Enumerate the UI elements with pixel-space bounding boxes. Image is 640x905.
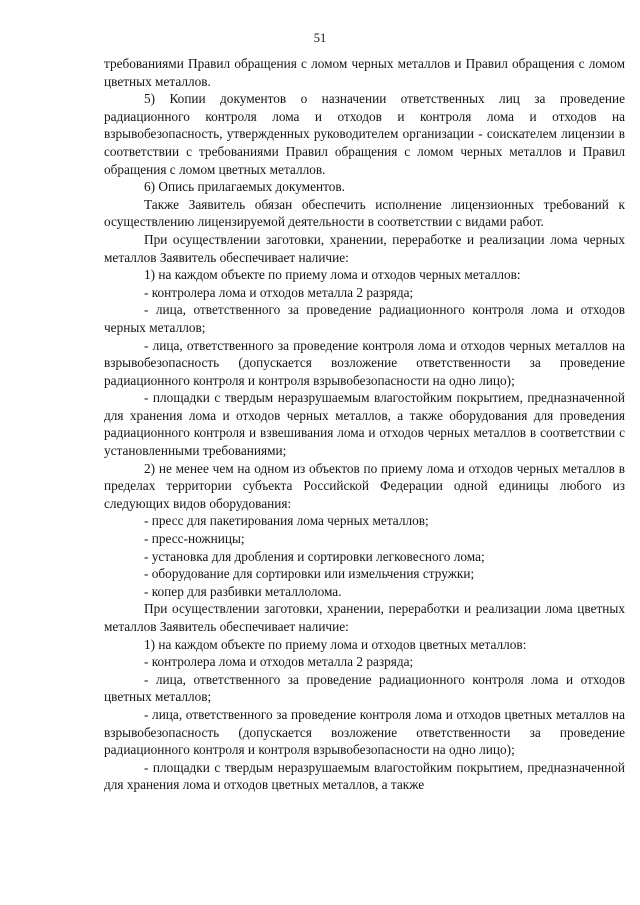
paragraph: - площадки с твердым неразрушаемым влагостойким покрытием, предназначенной для хранения лома и отходов цветных металлов, а также xyxy=(104,759,625,793)
paragraph: - пресс-ножницы; xyxy=(144,531,245,547)
paragraph: - лица, ответственного за проведение контроля лома и отходов черных металлов на взрывобезопасность (допускается возложение ответственности за проведение радиационного контроля и контроля взрывобезопасности на одно лицо); xyxy=(104,337,625,388)
paragraph: требованиями Правил обращения с ломом черных металлов и Правил обращения с ломом цветных металлов. xyxy=(104,56,625,89)
paragraph: 5) Копии документов о назначении ответственных лиц за проведение радиационного контроля лома и отходов и контроля лома и отходов на взрывобезопасность, утвержденных руководителем организации - соискателем лицензии в соответствии с требованиями Правил обращения с ломом черных металлов и Правил обращения с ломом цветных металлов. xyxy=(104,91,625,177)
paragraph: 6) Опись прилагаемых документов. xyxy=(144,179,345,195)
paragraph: При осуществлении заготовки, хранении, переработки и реализации лома цветных металлов Заявитель обеспечивает наличие: xyxy=(104,601,625,634)
paragraph: - лица, ответственного за проведение контроля лома и отходов цветных металлов на взрывобезопасность (допускается возложение ответственности за проведение радиационного контроля и контроля взрывобезопасности на одно лицо); xyxy=(104,706,625,758)
document-body xyxy=(104,55,625,794)
paragraph: - лица, ответственного за проведение радиационного контроля лома и отходов цветных металлов; xyxy=(104,671,625,705)
paragraph: - оборудование для сортировки или измельчения стружки; xyxy=(144,566,475,582)
paragraph: 1) на каждом объекте по приему лома и отходов черных металлов: xyxy=(144,267,521,283)
paragraph: - контролера лома и отходов металла 2 разряда; xyxy=(144,284,414,300)
paragraph: 2) не менее чем на одном из объектов по приему лома и отходов черных металлов в пределах территории субъекта Российской Федерации одной единицы любого из следующих видов оборудования: xyxy=(104,460,625,511)
paragraph: - копер для разбивки металлолома. xyxy=(144,583,342,599)
paragraph: При осуществлении заготовки, хранении, переработке и реализации лома черных металлов Заявитель обеспечивает наличие: xyxy=(104,231,625,265)
paragraph: - лица, ответственного за проведение радиационного контроля лома и отходов черных металлов; xyxy=(104,302,625,335)
page-number: 51 xyxy=(313,31,327,45)
paragraph: - пресс для пакетирования лома черных металлов; xyxy=(144,513,429,529)
paragraph: 1) на каждом объекте по приему лома и отходов цветных металлов: xyxy=(144,636,527,652)
paragraph: - площадки с твердым неразрушаемым влагостойким покрытием, предназначенной для хранения лома и отходов черных металлов, а также оборудования для проведения радиационного контроля и взвешивания лома и отходов черных металлов в соответствии с установленными требованиями; xyxy=(104,390,625,459)
paragraph: - установка для дробления и сортировки легковесного лома; xyxy=(144,548,485,564)
paragraph: Также Заявитель обязан обеспечить исполнение лицензионных требований к осуществлению лицензируемой деятельности в соответствии с видами работ. xyxy=(104,196,625,230)
paragraph: - контролера лома и отходов металла 2 разряда; xyxy=(144,654,414,670)
